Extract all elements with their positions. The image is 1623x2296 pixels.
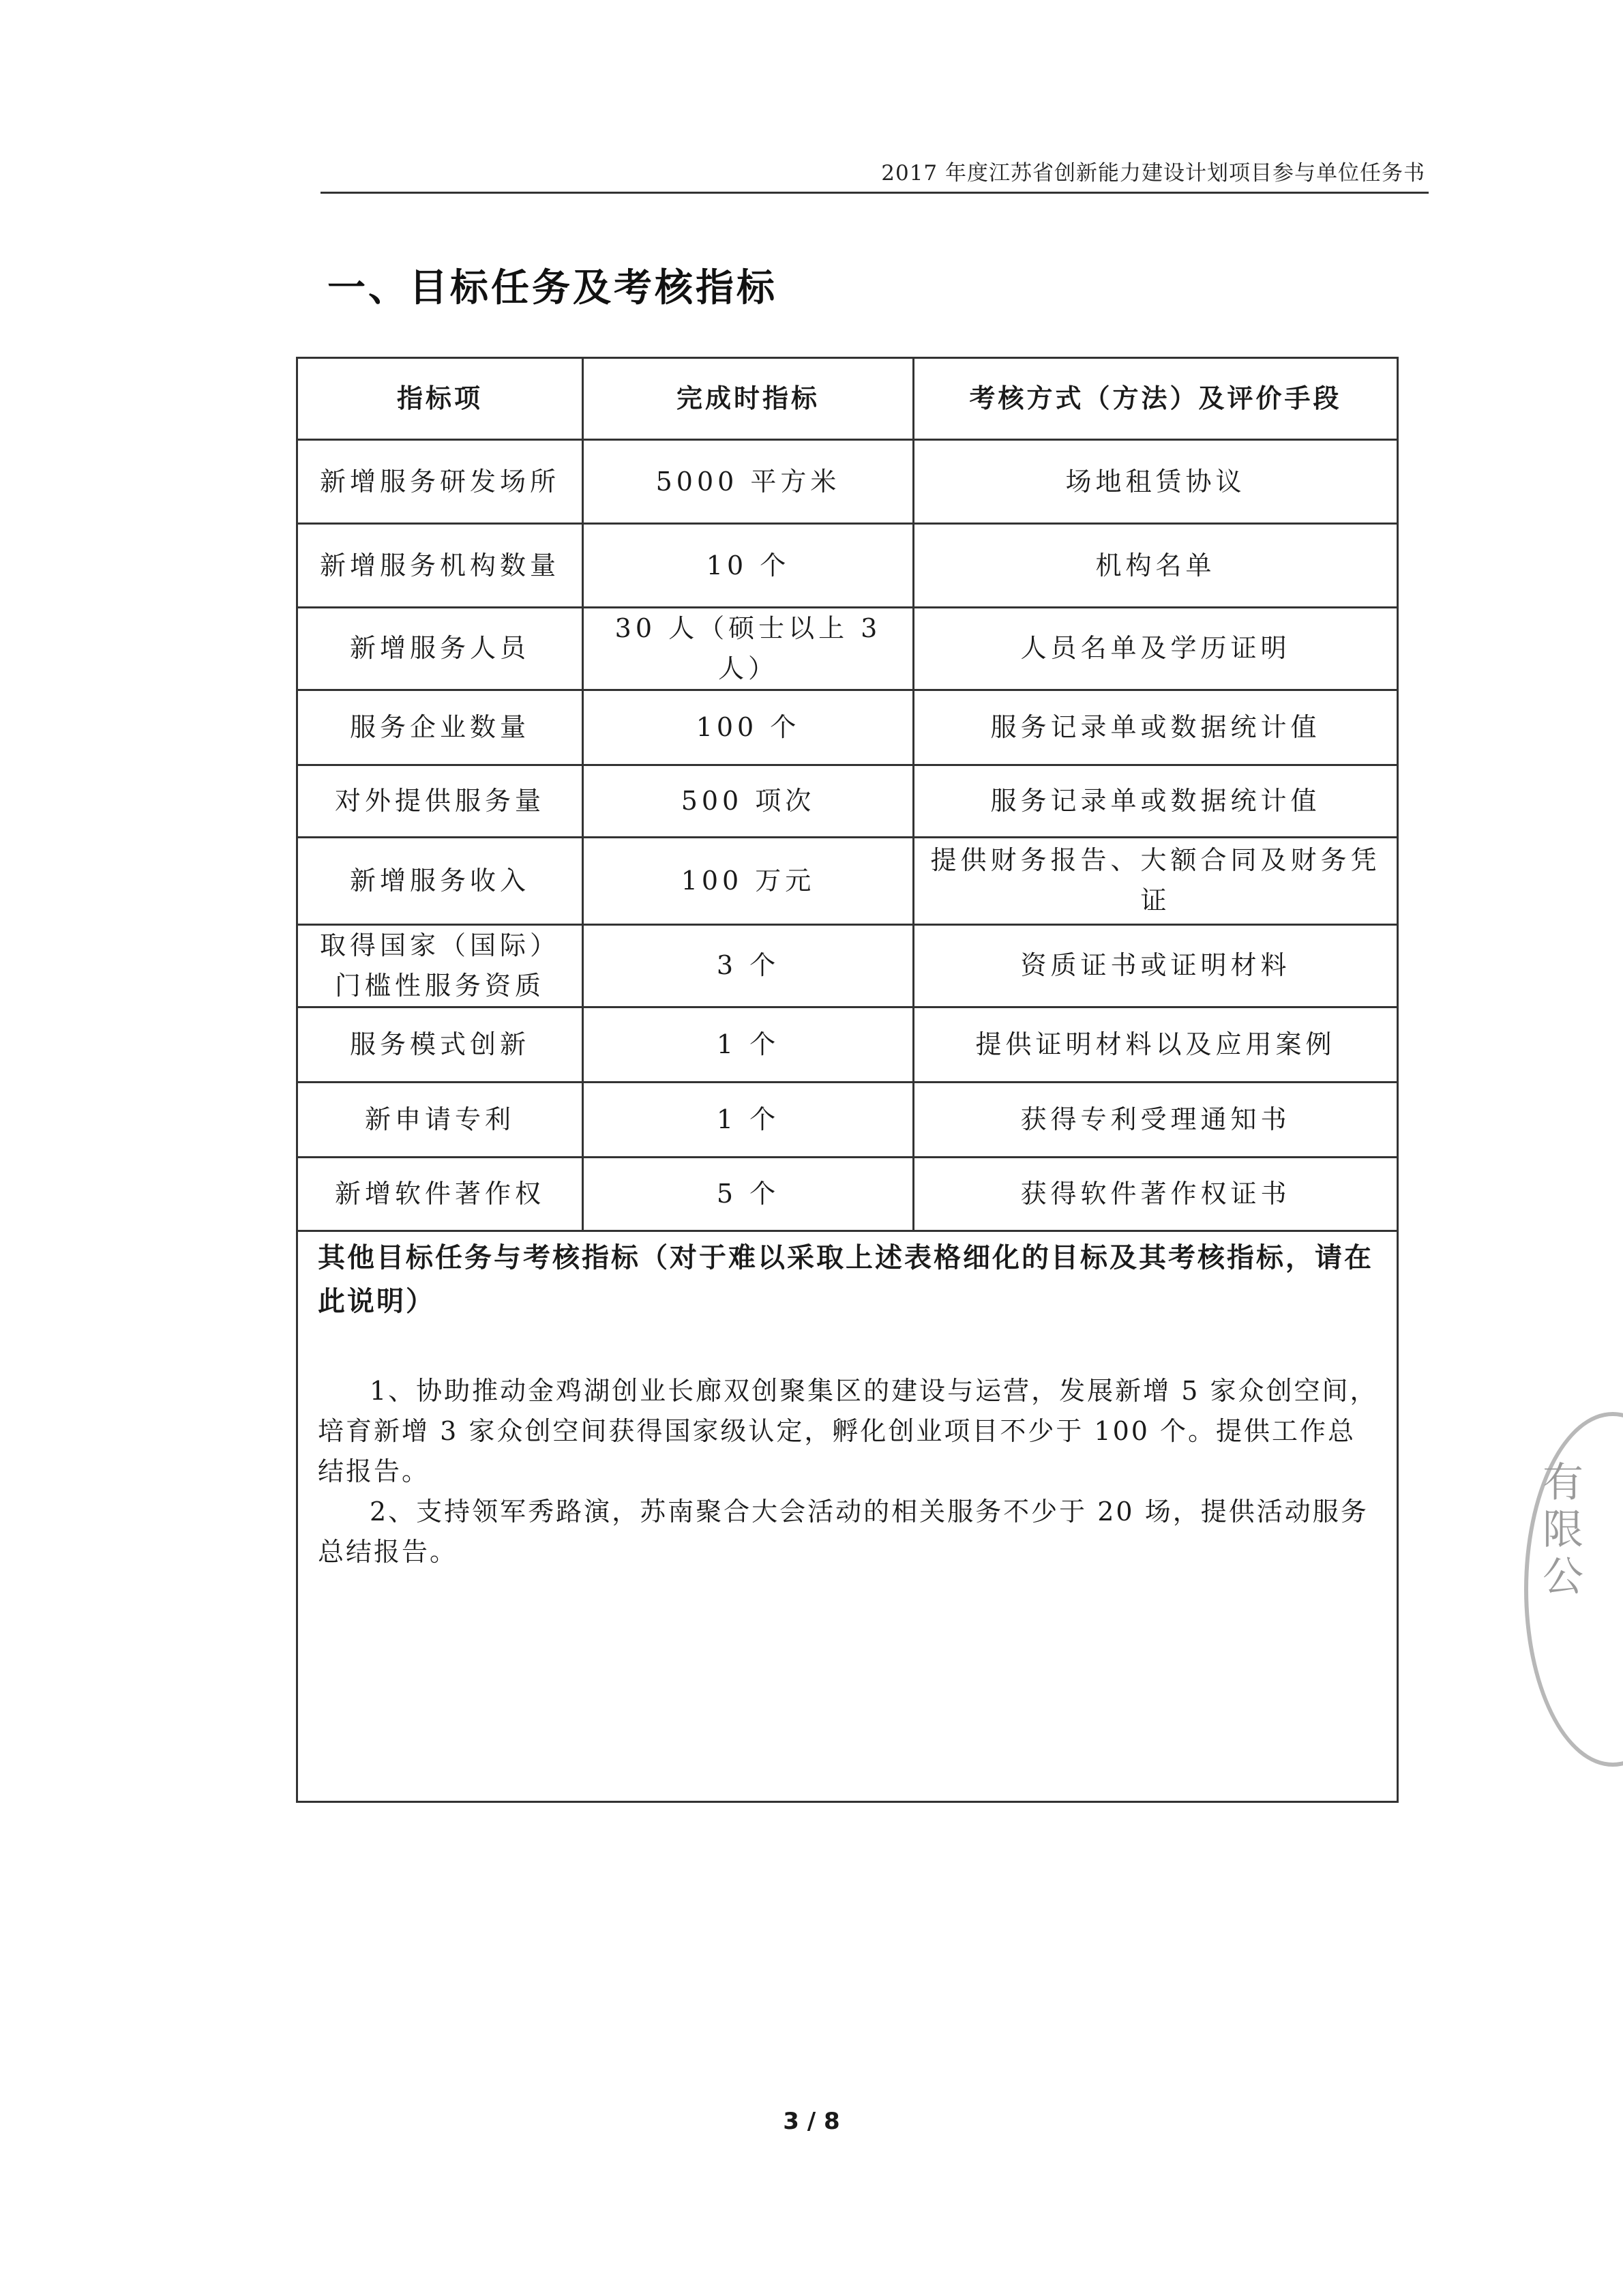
cell-target: 30 人（硕士以上 3 人） <box>583 608 914 690</box>
cell-metric: 新申请专利 <box>297 1082 583 1157</box>
metrics-table <box>296 357 1399 1232</box>
cell-method: 获得软件著作权证书 <box>914 1157 1398 1231</box>
cell-method: 资质证书或证明材料 <box>914 924 1398 1007</box>
table-row <box>297 924 1398 1007</box>
cell-target: 5 个 <box>583 1157 914 1231</box>
document-header: 2017 年度江苏省创新能力建设计划项目参与单位任务书 <box>881 161 1425 186</box>
table-row <box>297 524 1398 608</box>
other-targets-title: 其他目标任务与考核指标（对于难以采取上述表格细化的目标及其考核指标，请在此说明） <box>318 1242 1373 1317</box>
cell-metric: 新增软件著作权 <box>297 1157 583 1231</box>
table-row <box>297 837 1398 924</box>
cell-target: 100 万元 <box>583 837 914 924</box>
cell-metric: 新增服务机构数量 <box>297 524 583 608</box>
cell-method: 提供财务报告、大额合同及财务凭证 <box>914 837 1398 924</box>
cell-method: 人员名单及学历证明 <box>914 608 1398 690</box>
cell-target: 1 个 <box>583 1082 914 1157</box>
cell-target: 100 个 <box>583 690 914 765</box>
other-targets-paragraph: 2、支持领军秀路演，苏南聚合大会活动的相关服务不少于 20 场，提供活动服务总结报告。 <box>318 1496 1369 1567</box>
table-row <box>297 690 1398 765</box>
cell-target: 5000 平方米 <box>583 440 914 524</box>
cell-method: 场地租赁协议 <box>914 440 1398 524</box>
cell-target: 3 个 <box>583 924 914 1007</box>
header-divider <box>321 192 1429 194</box>
cell-metric: 新增服务研发场所 <box>297 440 583 524</box>
cell-method: 机构名单 <box>914 524 1398 608</box>
section-heading: 一、目标任务及考核指标 <box>327 266 777 310</box>
table-row <box>297 1157 1398 1231</box>
column-header: 指标项 <box>297 358 583 440</box>
cell-metric: 服务企业数量 <box>297 690 583 765</box>
cell-metric: 新增服务人员 <box>297 608 583 690</box>
other-targets-paragraph: 1、协助推动金鸡湖创业长廊双创聚集区的建设与运营，发展新增 5 家众创空间，培育新增 3 家众创空间获得国家级认定，孵化创业项目不少于 100 个。提供工作总结报告。 <box>318 1376 1378 1486</box>
cell-method: 服务记录单或数据统计值 <box>914 690 1398 765</box>
cell-target: 10 个 <box>583 524 914 608</box>
other-targets-box <box>296 1228 1399 1803</box>
cell-method: 获得专利受理通知书 <box>914 1082 1398 1157</box>
cell-metric: 取得国家（国际）门槛性服务资质 <box>297 924 583 1007</box>
cell-target: 500 项次 <box>583 765 914 837</box>
table-row <box>297 608 1398 690</box>
cell-metric: 对外提供服务量 <box>297 765 583 837</box>
company-seal-text: 有限公 <box>1543 1459 1583 1601</box>
cell-metric: 服务模式创新 <box>297 1007 583 1082</box>
table-row <box>297 1082 1398 1157</box>
table-row <box>297 1007 1398 1082</box>
cell-method: 提供证明材料以及应用案例 <box>914 1007 1398 1082</box>
column-header: 考核方式（方法）及评价手段 <box>914 358 1398 440</box>
cell-target: 1 个 <box>583 1007 914 1082</box>
table-row <box>297 440 1398 524</box>
cell-metric: 新增服务收入 <box>297 837 583 924</box>
cell-method: 服务记录单或数据统计值 <box>914 765 1398 837</box>
table-row <box>297 765 1398 837</box>
table-header-row <box>297 358 1398 440</box>
page-number: 3 / 8 <box>783 2108 840 2135</box>
column-header: 完成时指标 <box>583 358 914 440</box>
